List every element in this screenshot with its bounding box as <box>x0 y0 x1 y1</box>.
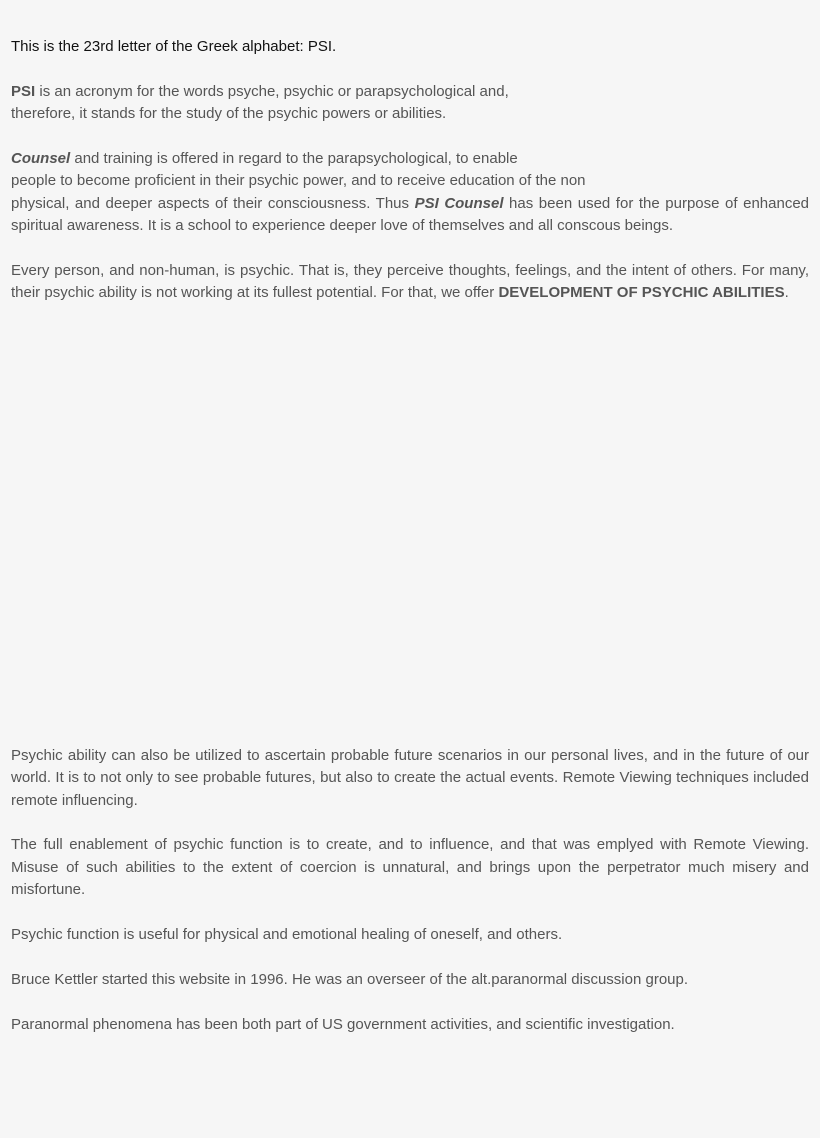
paragraph-gap <box>11 812 809 834</box>
enablement-paragraph: The full enablement of psychic function is to create, and to influence, and that was emplyed with Remote Viewing. Misuse of such abilities to the extent of coercion is unnatural, and brings upon the perpetrator much misery and misfortune. <box>11 836 809 899</box>
counsel-paragraph-line-2: people to become proficient in their psychic power, and to receive education of the non <box>11 172 586 190</box>
paragraph-gap <box>11 238 809 260</box>
counsel-paragraph-line-1 <box>11 148 809 170</box>
intro-title: This is the 23rd letter of the Greek alphabet: PSI. <box>11 38 337 55</box>
psi-counsel-brand: PSI Counsel <box>414 194 504 212</box>
counsel-italic-term: Counsel <box>11 150 71 167</box>
psi-bold-term: PSI <box>11 82 36 100</box>
paranormal-paragraph: Paranormal phenomena has been both part of US government activities, and scientific investigation. <box>11 1015 675 1033</box>
counsel-text-before-brand: physical, and deeper aspects of their consciousness. Thus <box>11 194 415 212</box>
paragraph-gap <box>11 58 809 80</box>
every-person-text: Every person, and non-human, is psychic. That is, they perceive thoughts, feelings, and the intent of others. For many, their psychic ability is not working at its fullest potential. For that, we offer <box>11 262 809 302</box>
paragraph-gap <box>11 946 809 968</box>
article-body <box>11 36 809 1036</box>
development-highlight: DEVELOPMENT OF PSYCHIC ABILITIES <box>498 284 785 302</box>
counsel-line1-text: and training is offered in regard to the parapsychological, to enable <box>70 150 518 167</box>
healing-paragraph: Psychic function is useful for physical and emotional healing of oneself, and others. <box>11 926 563 944</box>
blank-space <box>11 305 809 745</box>
paragraph-gap <box>11 126 809 148</box>
paragraph-gap <box>11 902 809 924</box>
future-paragraph: Psychic ability can also be utilized to ascertain probable future scenarios in our personal lives, and in the future of our world. It is to not only to see probable futures, but also to create the actual events. Remote Viewing techniques included remote influencing. <box>11 746 809 809</box>
psi-paragraph-line-1 <box>11 81 809 103</box>
psi-line1-text: is an acronym for the words psyche, psychic or parapsychological and, <box>35 82 509 100</box>
counsel-text-after-brand: has been used for the purpose of enhanced spiritual awareness. It is a school to experience deeper love of themselves and all conscous beings. <box>11 194 810 235</box>
psi-paragraph <box>11 81 809 126</box>
paragraph-gap <box>11 991 809 1013</box>
psi-paragraph-line-2: therefore, it stands for the study of the psychic powers or abilities. <box>11 105 447 123</box>
counsel-paragraph <box>11 148 809 238</box>
bruce-kettler-paragraph: Bruce Kettler started this website in 1996. He was an overseer of the alt.paranormal discussion group. <box>11 970 689 988</box>
every-person-end: . <box>784 284 789 302</box>
every-person-paragraph <box>11 260 809 305</box>
